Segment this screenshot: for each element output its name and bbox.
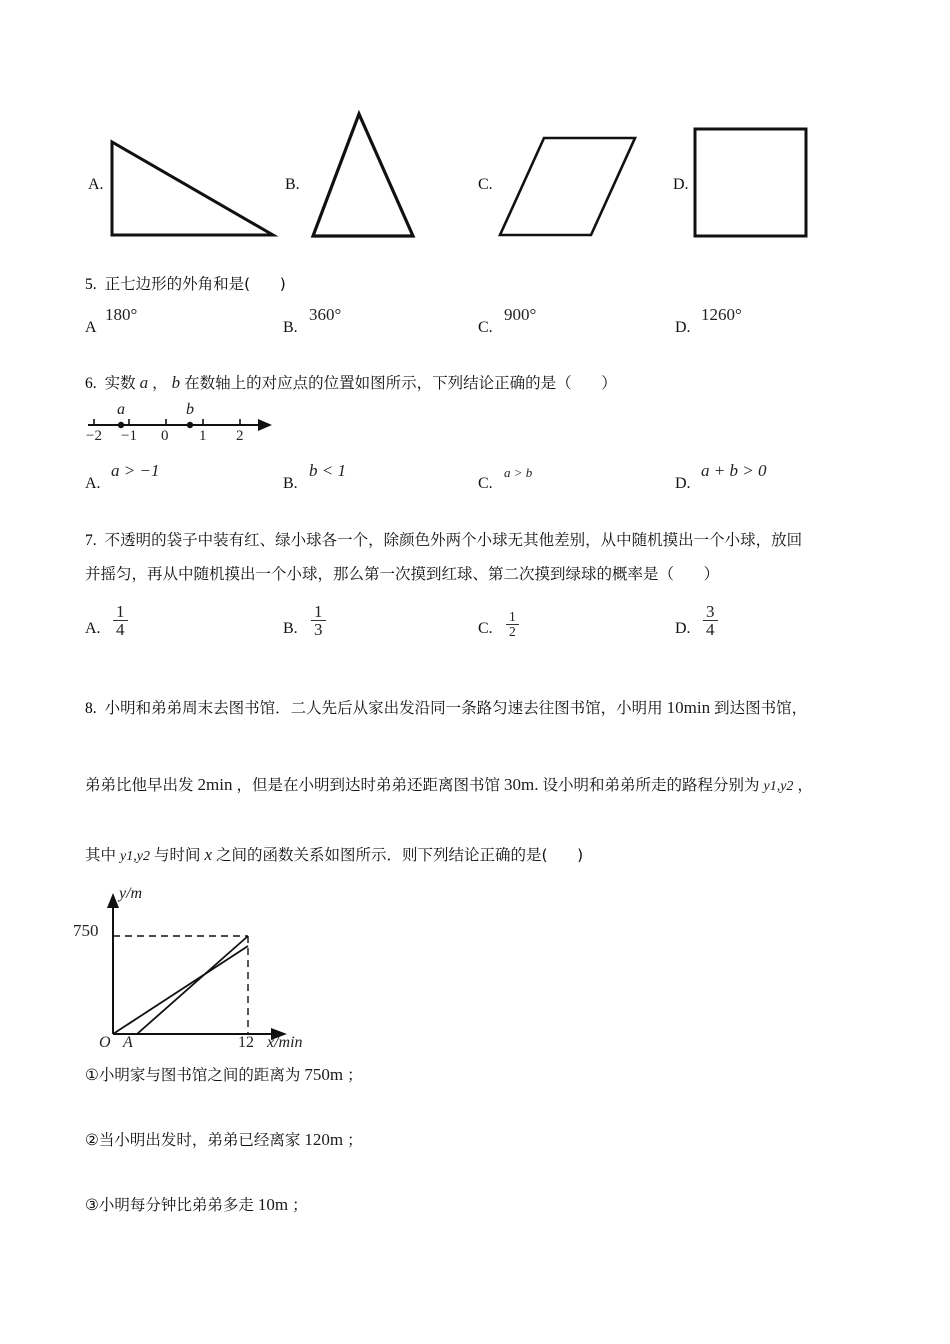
shape-parallelogram	[494, 130, 644, 245]
number-line-point-a-label: a	[117, 401, 125, 418]
question6-number: 6.	[85, 375, 97, 392]
question7-option-d-letter: D.	[675, 620, 691, 637]
question6-option-a-letter: A.	[85, 475, 101, 492]
question8-stem-line1	[85, 698, 807, 718]
question5-option-c-value: 900°	[504, 305, 537, 324]
number-line-tick--2: −2	[86, 428, 102, 444]
question6-option-c-letter: C.	[478, 475, 493, 492]
question6-option-d-letter: D.	[675, 475, 691, 492]
question8-statement-2-value: 120m	[304, 1130, 344, 1149]
graph-y-axis-label: y/m	[119, 885, 143, 902]
question5-option-b-value: 360°	[309, 305, 342, 324]
question5-option-c-letter: C.	[478, 319, 493, 336]
question5-option-d-letter: D.	[675, 319, 691, 336]
question6-option-c[interactable]	[478, 475, 493, 493]
question7-option-d-value	[703, 603, 718, 639]
question5-stem	[85, 276, 286, 294]
question8-line2-text-b: ，但是在小明到达时弟弟还距离图书馆	[236, 776, 500, 794]
fraction-denominator: 4	[113, 620, 128, 638]
question5-option-a-letter: A	[85, 319, 97, 336]
question6-stem	[85, 373, 617, 393]
question8-statement-2	[85, 1130, 363, 1150]
question5-option-d-value: 1260°	[701, 305, 742, 324]
question8-line1-text-b: 到达图书馆，	[714, 699, 808, 717]
question7-options	[85, 600, 915, 648]
fraction-denominator: 2	[506, 624, 519, 639]
question7-option-c-value	[506, 610, 519, 639]
fraction-denominator: 3	[311, 620, 326, 638]
question7-option-d[interactable]	[675, 620, 691, 638]
option-label-d: D.	[673, 176, 689, 193]
question8-statement-3	[85, 1195, 308, 1215]
fraction-denominator: 4	[703, 620, 718, 638]
question5-option-a[interactable]	[85, 319, 97, 337]
graph-origin-label: O	[99, 1034, 111, 1051]
option-label-c: C.	[478, 176, 493, 193]
question8-statement-1-end: ；	[347, 1066, 363, 1084]
question7-option-a-value	[113, 603, 128, 639]
graph-point-a-label: A	[123, 1034, 133, 1051]
fraction-numerator: 1	[116, 602, 125, 621]
question4-options-row	[0, 0, 950, 260]
question5-option-b-letter: B.	[283, 319, 298, 336]
question6-number-line-figure	[80, 398, 280, 448]
question8-line2-math2: 30m.	[503, 775, 539, 794]
question7-line2: 并摇匀，再从中随机摸出一个小球，那么第一次摸到红球、第二次摸到绿球的概率是（ ）	[85, 565, 720, 583]
number-line-tick-1: 1	[199, 428, 207, 444]
question6-comma: ，	[152, 374, 168, 392]
question6-text-part1: 实数	[104, 374, 136, 392]
question5-option-d[interactable]	[675, 319, 691, 337]
question7-option-b-value	[311, 603, 326, 639]
number-line-tick-0: 0	[161, 428, 169, 444]
question8-line2-math1: 2min	[197, 775, 233, 794]
question5-option-a-value: 180°	[105, 305, 138, 324]
question6-option-b[interactable]	[283, 475, 298, 493]
question8-statement-2-text: ②当小明出发时，弟弟已经离家	[85, 1131, 301, 1149]
question8-line2-text-d: ，	[797, 776, 813, 794]
question8-statement-3-value: 10m	[257, 1195, 289, 1214]
question8-stem-line3	[85, 845, 583, 865]
question7-number: 7.	[85, 532, 97, 549]
question7-line1: 不透明的袋子中装有红、绿小球各一个，除颜色外两个小球无其他差别，从中随机摸出一个小球，放回	[104, 531, 803, 549]
question7-option-c[interactable]	[478, 620, 493, 638]
question8-statement-1-value: 750m	[304, 1065, 344, 1084]
fraction-numerator: 1	[314, 602, 323, 621]
question7-option-a[interactable]	[85, 620, 101, 638]
question8-line3-math1: y1,y2	[120, 849, 150, 864]
question8-line1-text-a: 小明和弟弟周末去图书馆．二人先后从家出发沿同一条路匀速去往图书馆，小明用	[104, 699, 663, 717]
question8-line3-text-b: 与时间	[153, 846, 201, 864]
graph-x-axis-label: x/min	[267, 1034, 303, 1051]
question6-option-c-value: a > b	[504, 465, 533, 480]
shape-right-triangle	[105, 135, 280, 245]
distance-time-line-chart	[75, 888, 355, 1048]
question5-option-c[interactable]	[478, 319, 493, 337]
question6-text-part2: 在数轴上的对应点的位置如图所示，下列结论正确的是（ ）	[184, 374, 617, 392]
question8-statement-2-end: ；	[347, 1131, 363, 1149]
question7-option-c-letter: C.	[478, 620, 493, 637]
question6-option-d-value: a + b > 0	[701, 461, 767, 480]
question8-statement-1	[85, 1065, 363, 1085]
question8-line3-text-c: 之间的函数关系如图所示．则下列结论正确的是( )	[216, 846, 584, 864]
question5-number: 5.	[85, 276, 97, 293]
question7-option-b[interactable]	[283, 620, 298, 638]
question6-option-b-letter: B.	[283, 475, 298, 492]
question6-options	[85, 460, 915, 496]
shape-square	[690, 123, 815, 245]
question7-option-b-letter: B.	[283, 620, 298, 637]
question6-option-d[interactable]	[675, 475, 691, 493]
question5-option-b[interactable]	[283, 319, 298, 337]
question8-line2-text-a: 弟弟比他早出发	[85, 776, 194, 794]
question8-line1-math: 10min	[666, 698, 711, 717]
fraction-numerator: 1	[509, 609, 516, 624]
question8-statement-3-end: ；	[292, 1196, 308, 1214]
question8-statement-3-text: ③小明每分钟比弟弟多走	[85, 1196, 254, 1214]
number-line-tick--1: −1	[121, 428, 137, 444]
question6-option-a-value: a > −1	[111, 461, 160, 480]
graph-x-tick-12: 12	[238, 1034, 254, 1051]
question5-options	[85, 305, 915, 341]
question7-option-a-letter: A.	[85, 620, 101, 637]
question8-line3-text-a: 其中	[85, 846, 117, 864]
question8-number: 8.	[85, 700, 97, 717]
question5-text: 正七边形的外角和是( )	[104, 275, 286, 293]
option-label-b: B.	[285, 176, 300, 193]
option-label-a: A.	[88, 176, 104, 193]
fraction-numerator: 3	[706, 602, 715, 621]
question8-line3-math2: x	[204, 845, 213, 864]
question8-graph	[73, 885, 355, 1051]
number-line-tick-2: 2	[236, 428, 244, 444]
question6-option-b-value: b < 1	[309, 461, 346, 480]
question8-statement-1-text: ①小明家与图书馆之间的距离为	[85, 1066, 301, 1084]
question6-option-a[interactable]	[85, 475, 101, 493]
shape-isosceles-triangle	[305, 105, 425, 245]
question8-line2-text-c: 设小明和弟弟所走的路程分别为	[542, 776, 760, 794]
question8-stem-line2	[85, 775, 813, 795]
question6-var-b: b	[171, 373, 181, 392]
question6-var-a: a	[139, 373, 149, 392]
question8-line2-math3: y1,y2	[763, 779, 794, 794]
question7-stem-line1	[85, 532, 802, 550]
number-line-point-b-label: b	[186, 401, 194, 418]
graph-y-tick-750: 750	[73, 921, 99, 940]
